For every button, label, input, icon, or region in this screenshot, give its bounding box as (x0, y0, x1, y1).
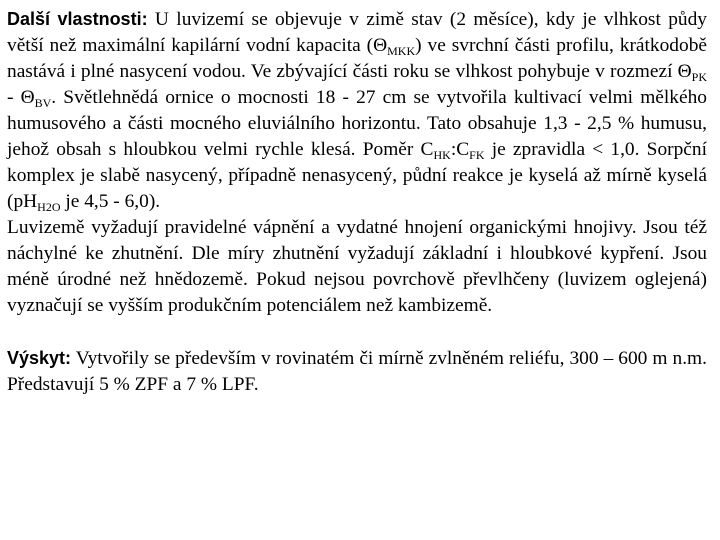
occurrence-label: Výskyt: (7, 348, 72, 368)
subscript-mkk: MKK (387, 44, 416, 58)
text-segment: ) ve svrchní části profilu, krátkodobě nastává i plné nasycení vodou. Ve zbývající části roku se vlhkost pohybuje v rozmezí Θ (7, 35, 707, 82)
document-body (7, 6, 707, 398)
occurrence-text: Vytvořily se především v rovinatém či mírně zvlněném reliéfu, 300 – 600 m n.m. Představují 5 % ZPF a 7 % LPF. (7, 348, 707, 395)
text-segment: - Θ (7, 87, 35, 108)
text-segment: U luvizemí se objevuje v zimě stav (2 měsíce), kdy je vlhkost půdy větší než maximální kapilární vodní kapacita (Θ (7, 9, 707, 56)
text-segment: . Světlehnědá ornice o mocnosti 18 - 27 cm se vytvořila kultivací velmi mělkého humusového a části mocného eluviálního horizontu. Tato obsahuje 1,3 - 2,5 % humusu, jehož obsah s hloubkou velmi rychle klesá. Poměr C (7, 87, 707, 160)
paragraph-spacer (7, 319, 707, 345)
text-segment: je 4,5 - 6,0). (60, 191, 161, 212)
properties-label: Další vlastnosti: (7, 9, 148, 29)
text-segment: :C (450, 139, 470, 160)
properties-paragraph (7, 6, 707, 215)
occurrence-paragraph (7, 345, 707, 398)
subscript-fk: FK (469, 148, 485, 162)
subscript-bv: BV (34, 96, 52, 110)
text-segment: je zpravidla < 1,0. Sorpční komplex je slabě nasycený, případně nenasycený, půdní reakce je kyselá až mírně kyselá (pH (7, 139, 707, 212)
subscript-hk: HK (433, 148, 451, 162)
subscript-pk: PK (691, 70, 707, 84)
subscript-h2o: H2O (37, 200, 61, 214)
management-paragraph: Luvizemě vyžadují pravidelné vápnění a vydatné hnojení organickými hnojivy. Jsou též náchylné ke zhutnění. Dle míry zhutnění vyžadují základní i hloubkové kypření. Jsou méně úrodné než hnědozemě. Pokud nejsou povrchově převlhčeny (luvizem oglejená) vyznačují se vyšším produkčním potenciálem než kambizemě. (7, 217, 707, 316)
